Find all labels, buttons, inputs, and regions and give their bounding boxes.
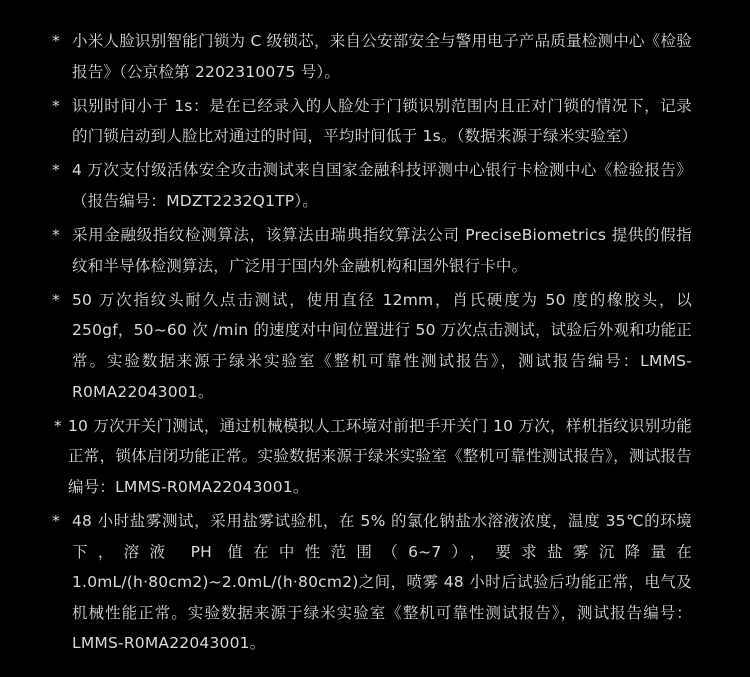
note-asterisk: * <box>52 290 60 309</box>
note-recognition-time <box>52 91 692 152</box>
note-door-open-close-test <box>52 411 692 503</box>
note-text: 50 万次指纹头耐久点击测试，使用直径 12mm，肖氏硬度为 50 度的橡胶头，以 250gf，50~60 次 /min 的速度对中间位置进行 50 万次点击测试，试验后外观和功能正常。实验数据来源于绿米实验室《整机可靠性测试报告》，测试报告编号：LMMS-R0MA22043001。 <box>72 290 692 401</box>
note-fingerprint-durability-test <box>52 285 692 407</box>
note-asterisk: * <box>54 416 62 435</box>
note-asterisk: * <box>52 161 60 180</box>
note-fingerprint-algorithm <box>52 220 692 281</box>
note-asterisk: * <box>52 96 60 115</box>
note-asterisk: * <box>52 32 60 50</box>
note-asterisk: * <box>52 226 60 245</box>
note-lock-cylinder-grade <box>52 26 692 87</box>
note-text: 采用金融级指纹检测算法，该算法由瑞典指纹算法公司 PreciseBiometrics 提供的假指纹和半导体检测算法，广泛用于国内外金融机构和国外银行卡中。 <box>72 226 692 275</box>
note-text: 小米人脸识别智能门锁为 C 级锁芯，来自公安部安全与警用电子产品质量检测中心《检验报告》（公京检第 2202310075 号）。 <box>72 32 692 81</box>
note-text: 10 万次开关门测试，通过机械模拟人工环境对前把手开关门 10 万次，样机指纹识别功能正常，锁体启闭功能正常。实验数据来源于绿米实验室《整机可靠性测试报告》，测试报告编号：LMMS-R0MA22043001。 <box>68 416 692 496</box>
note-text: 识别时间小于 1s：是在已经录入的人脸处于门锁识别范围内且正对门锁的情况下，记录的门锁启动到人脸比对通过的时间，平均时间低于 1s。（数据来源于绿米实验室） <box>72 96 692 146</box>
note-liveness-attack-test <box>52 155 692 216</box>
note-salt-spray-test <box>52 506 692 659</box>
note-text: 4 万次支付级活体安全攻击测试来自国家金融科技评测中心银行卡检测中心《检验报告》（报告编号：MDZT2232Q1TP）。 <box>72 161 692 210</box>
note-asterisk: * <box>52 511 60 530</box>
note-text: 48 小时盐雾测试，采用盐雾试验机，在 5% 的氯化钠盐水溶液浓度，温度 35℃的环境下，溶液 PH 值在中性范围（6~7），要求盐雾沉降量在 1.0mL/(h·80cm2)~2.0mL/(h·80cm2)之间，喷雾 48 小时后试验后功能正常，电气及机械性能正常。实验数据来源于绿米实验室《整机可靠性测试报告》，测试报告编号：LMMS-R0MA22043001。 <box>72 511 692 653</box>
disclaimer-notes-list <box>52 26 692 662</box>
